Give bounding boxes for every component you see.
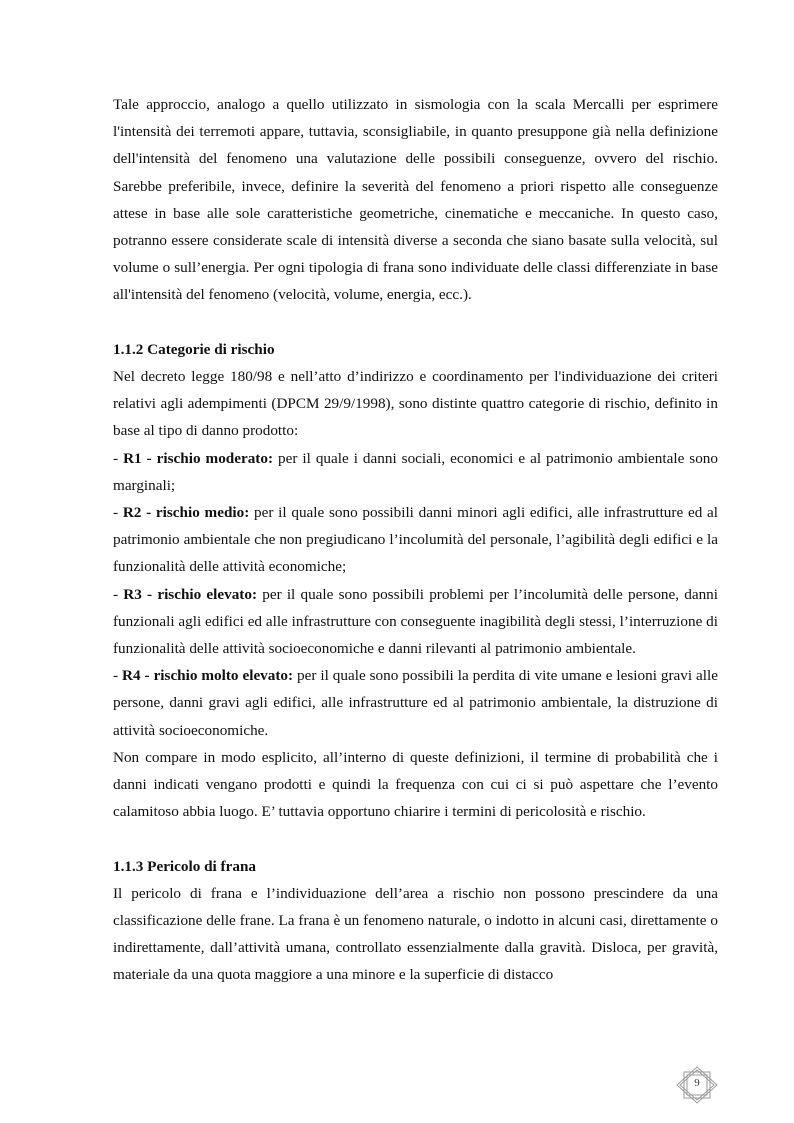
page-number: 9 xyxy=(694,1077,700,1089)
intro-paragraph: Tale approccio, analogo a quello utilizzato in sismologia con la scala Mercalli per esprimere l'intensità dei terremoti appare, tuttavia, sconsigliabile, in quanto presuppone già nella definizione dell'intensità del fenomeno una valutazione delle possibili conseguenze, ovvero del rischio. Sarebbe preferibile, invece, definire la severità del fenomeno a priori rispetto alle conseguenze attese in base alle sole caratteristiche geometriche, cinematiche e meccaniche. In questo caso, potranno essere considerate scale di intensità diverse a seconda che siano basate sulla velocità, sul volume o sull’energia. Per ogni tipologia di frana sono individuate delle classi differenziate in base all'intensità del fenomeno (velocità, volume, energia, ecc.). xyxy=(113,96,718,304)
section-1-1-2-intro: Nel decreto legge 180/98 e nell’atto d’indirizzo e coordinamento per l'individuazione dei criteri relativi agli adempimenti (DPCM 29/9/1998), sono distinte quattro categorie di rischio, definito in base al tipo di danno prodotto: xyxy=(113,368,718,440)
spacer xyxy=(113,309,718,336)
risk-item-text: per il quale sono possibili problemi per l’incolumità delle persone, danni funzionali agli edifici ed alle infrastrutture con conseguente inagibilità degli stessi, l’interruzione di funzionalità delle attività socioeconomiche e danni rilevanti al patrimonio ambientale. xyxy=(113,585,718,658)
risk-item-prefix: - xyxy=(113,667,123,685)
risk-item-label: R1 - rischio moderato: xyxy=(123,449,274,467)
section-1-1-2-closing: Non compare in modo esplicito, all’interno di queste definizioni, il termine di probabilità che i danni indicati vengano prodotti e quindi la frequenza con cui ci si può aspettare che l’evento calamitoso abbia luogo. E’ tuttavia opportuno chiarire i termini di pericolosità e rischio. xyxy=(113,748,718,821)
risk-item-r2 xyxy=(113,499,718,581)
spacer xyxy=(113,825,718,852)
risk-item-text: per il quale sono possibili la perdita di vite umane e lesioni gravi alle persone, danni gravi agli edifici, alle infrastrutture ed al patrimonio ambientale, la distruzione di attività socioeconomiche. xyxy=(113,667,718,739)
risk-item-text: per il quale sono possibili danni minori agli edifici, alle infrastrutture ed al patrimonio ambientale che non pregiudicano l’incolumità del personale, l’agibilità degli edifici e la funzionalità delle attività economiche; xyxy=(113,504,718,576)
risk-item-label: R2 - rischio medio: xyxy=(122,504,250,522)
risk-item-label: R3 - rischio elevato: xyxy=(123,585,258,603)
section-heading-1-1-2: 1.1.2 Categorie di rischio xyxy=(113,340,275,358)
page-number-badge xyxy=(676,1066,718,1104)
risk-item-r1 xyxy=(113,445,718,499)
section-1-1-3-paragraph: Il pericolo di frana e l’individuazione dell’area a rischio non possono prescindere da una classificazione delle frane. La frana è un fenomeno naturale, o indotto in alcuni casi, direttamente o indirettamente, dall’attività umana, controllato essenzialmente dalla gravità. Disloca, per gravità, materiale da una quota maggiore a una minore e la superficie di distacco xyxy=(113,884,718,984)
risk-item-prefix: - xyxy=(113,585,124,603)
risk-item-prefix: - xyxy=(113,504,123,522)
risk-item-r4 xyxy=(113,662,718,744)
page-body xyxy=(113,91,718,989)
risk-item-text: per il quale i danni sociali, economici e al patrimonio ambientale sono marginali; xyxy=(113,449,718,494)
risk-item-r3 xyxy=(113,581,718,663)
risk-item-prefix: - xyxy=(113,449,124,467)
risk-item-label: R4 - rischio molto elevato: xyxy=(122,667,294,685)
section-heading-1-1-3: 1.1.3 Pericolo di frana xyxy=(113,857,256,875)
